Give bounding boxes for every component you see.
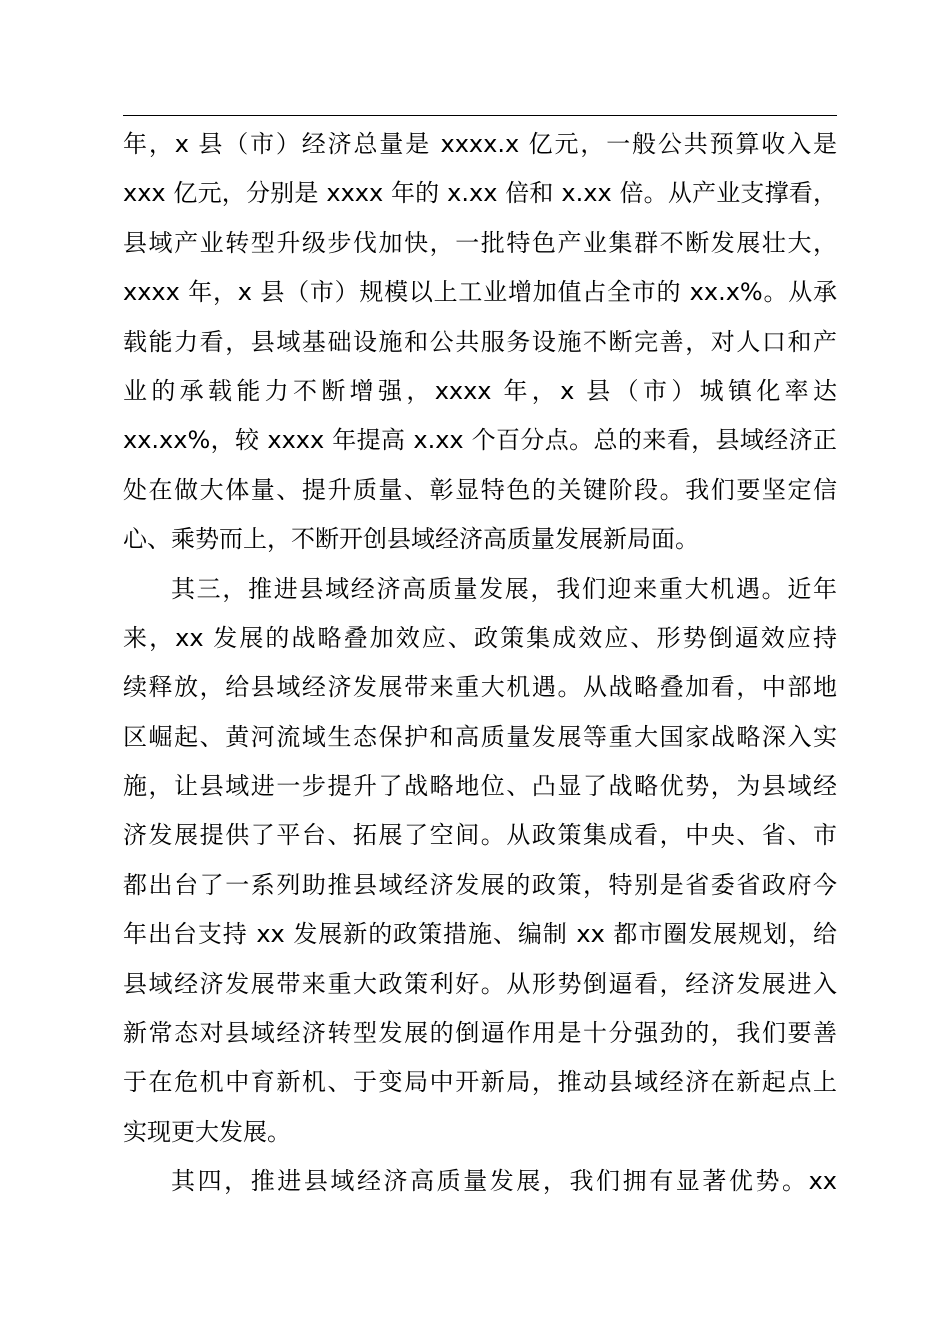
text-line-15: 济发展提供了平台、拓展了空间。从政策集成看，中央、省、市 — [123, 821, 837, 850]
text-line-6: 业的承载能力不断增强，xxxx 年，x 县（市）城镇化率达 — [123, 376, 837, 405]
text-line-1: 年，x 县（市）经济总量是 xxxx.x 亿元，一般公共预算收入是 — [123, 130, 837, 158]
text-line-20: 于在危机中育新机、于变局中开新局，推动县域经济在新起点上 — [123, 1068, 837, 1097]
text-line-10: 其三，推进县域经济高质量发展，我们迎来重大机遇。近年 — [171, 574, 837, 603]
text-line-4: xxxx 年，x 县（市）规模以上工业增加值占全市的 xx.x%。从承 — [123, 278, 837, 307]
text-line-3: 县域产业转型升级步伐加快，一批特色产业集群不断发展壮大， — [123, 228, 837, 257]
text-line-18: 县域经济发展带来重大政策利好。从形势倒逼看，经济发展进入 — [123, 969, 837, 998]
text-line-8: 处在做大体量、提升质量、彰显特色的关键阶段。我们要坚定信 — [123, 475, 837, 504]
text-line-22: 其四，推进县域经济高质量发展，我们拥有显著优势。xx — [171, 1167, 837, 1196]
header-rule — [123, 115, 837, 116]
body-text — [123, 120, 837, 1207]
text-line-14: 施，让县域进一步提升了战略地位、凸显了战略优势，为县域经 — [123, 772, 837, 801]
text-line-16: 都出台了一系列助推县域经济发展的政策，特别是省委省政府今 — [123, 870, 837, 899]
text-line-19: 新常态对县域经济转型发展的倒逼作用是十分强劲的，我们要善 — [123, 1019, 837, 1048]
text-line-11: 来，xx 发展的战略叠加效应、政策集成效应、形势倒逼效应持 — [123, 623, 837, 652]
text-line-2: xxx 亿元，分别是 xxxx 年的 x.xx 倍和 x.xx 倍。从产业支撑看， — [123, 179, 837, 208]
text-line-7: xx.xx%，较 xxxx 年提高 x.xx 个百分点。总的来看，县域经济正 — [123, 426, 837, 455]
text-line-5: 载能力看，县域基础设施和公共服务设施不断完善，对人口和产 — [123, 327, 837, 356]
text-line-17: 年出台支持 xx 发展新的政策措施、编制 xx 都市圈发展规划，给 — [123, 920, 837, 949]
text-line-21: 实现更大发展。 — [123, 1117, 291, 1146]
text-line-9: 心、乘势而上，不断开创县域经济高质量发展新局面。 — [123, 525, 699, 554]
text-line-13: 区崛起、黄河流域生态保护和高质量发展等重大国家战略深入实 — [123, 722, 837, 751]
text-line-12: 续释放，给县域经济发展带来重大机遇。从战略叠加看，中部地 — [123, 673, 837, 702]
